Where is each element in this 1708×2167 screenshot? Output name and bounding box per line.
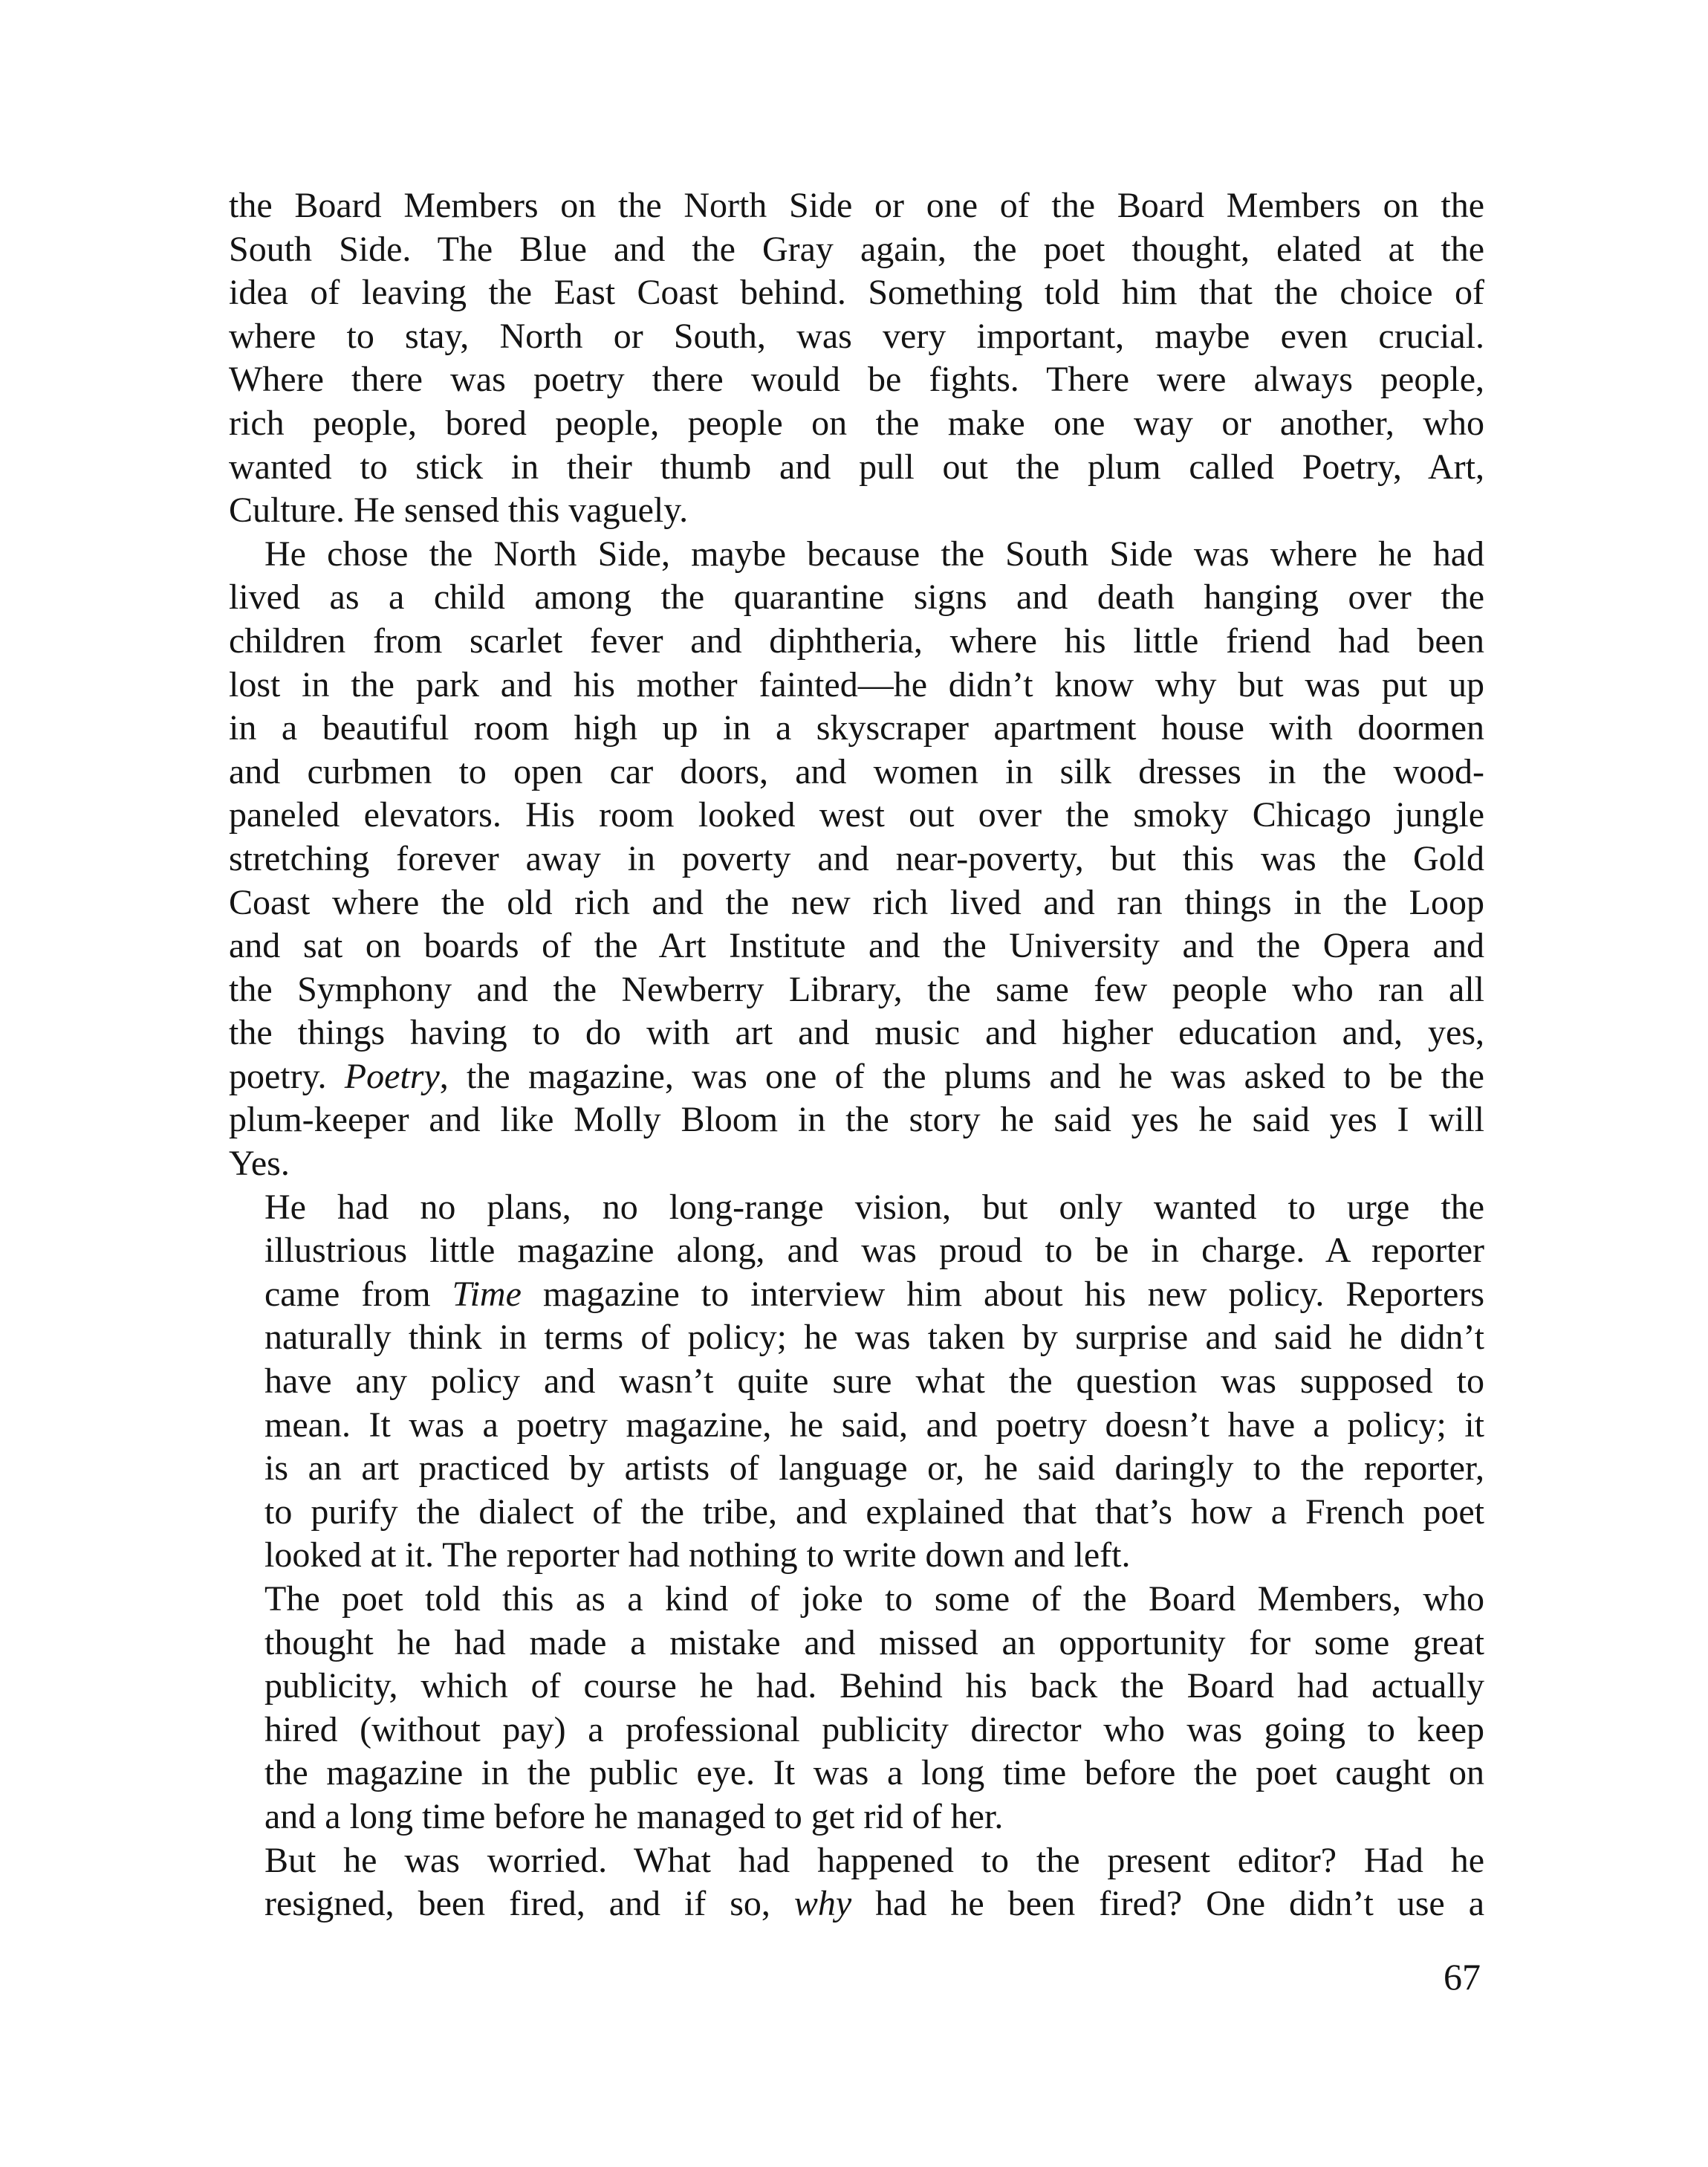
text-line: [229, 1404, 1484, 1448]
text-line: [229, 402, 1484, 446]
text-segment: idea of leaving the East Coast behind. Something told him that the choice of: [229, 273, 1484, 313]
text-line: [229, 446, 1484, 490]
text-segment: the things having to do with art and music and higher education and, yes,: [229, 1013, 1484, 1053]
text-segment: Coast where the old rich and the new rich lived and ran things in the Loop: [229, 882, 1484, 922]
text-line: [229, 184, 1484, 228]
italic-text: Poetry: [344, 1056, 440, 1096]
text-line: [229, 838, 1484, 881]
text-line: [229, 924, 1484, 968]
text-segment: naturally think in terms of policy; he was taken by surprise and said he didn’t: [264, 1318, 1484, 1358]
text-line: [229, 1882, 1484, 1926]
text-line: [229, 1839, 1484, 1883]
text-segment: have any policy and wasn’t quite sure what the question was supposed to: [264, 1361, 1484, 1402]
text-segment: Where there was poetry there would be fights. There were always people,: [229, 360, 1484, 400]
text-segment: stretching forever away in poverty and near-poverty, but this was the Gold: [229, 838, 1484, 878]
text-segment: had he been fired? One didn’t use a: [851, 1884, 1484, 1924]
text-segment: resigned, been fired, and if so,: [264, 1884, 794, 1924]
text-line: [229, 1708, 1484, 1752]
text-line: [229, 968, 1484, 1012]
text-segment: is an art practiced by artists of language or, he said daringly to the reporter,: [264, 1448, 1484, 1489]
text-segment: and a long time before he managed to get rid of her.: [264, 1796, 1004, 1836]
body-text: [229, 184, 1484, 1926]
text-segment: and sat on boards of the Art Institute and the University and the Opera and: [229, 926, 1484, 966]
page-number: 67: [1444, 1956, 1481, 1998]
text-line: [229, 794, 1484, 838]
text-segment: , the magazine, was one of the plums and he was asked to be the: [439, 1056, 1484, 1096]
text-line: [229, 358, 1484, 402]
text-segment: paneled elevators. His room looked west out over the smoky Chicago jungle: [229, 795, 1484, 835]
text-line: [229, 1316, 1484, 1360]
italic-text: Time: [452, 1274, 522, 1314]
text-line: [229, 315, 1484, 359]
text-segment: South Side. The Blue and the Gray again, the poet thought, elated at the: [229, 229, 1484, 269]
text-line: [229, 1795, 1484, 1839]
text-segment: in a beautiful room high up in a skyscraper apartment house with doormen: [229, 708, 1484, 748]
text-line: [229, 533, 1484, 577]
text-line: [229, 1752, 1484, 1795]
text-segment: plum-keeper and like Molly Bloom in the story he said yes he said yes I will: [229, 1100, 1484, 1140]
text-line: [229, 751, 1484, 794]
text-segment: But he was worried. What had happened to the present editor? Had he: [264, 1840, 1484, 1880]
text-line: [229, 881, 1484, 925]
text-segment: He had no plans, no long-range vision, but only wanted to urge the: [264, 1187, 1484, 1227]
text-segment: rich people, bored people, people on the make one way or another, who: [229, 403, 1484, 443]
text-segment: Culture. He sensed this vaguely.: [229, 490, 689, 531]
text-segment: the Symphony and the Newberry Library, the same few people who ran all: [229, 969, 1484, 1009]
text-line: [229, 1491, 1484, 1535]
text-segment: He chose the North Side, maybe because the South Side was where he had: [264, 534, 1484, 574]
text-line: [229, 1447, 1484, 1491]
text-segment: to purify the dialect of the tribe, and explained that that’s how a French poet: [264, 1491, 1484, 1532]
text-line: [229, 1142, 1484, 1186]
text-segment: where to stay, North or South, was very important, maybe even crucial.: [229, 316, 1484, 356]
text-segment: mean. It was a poetry magazine, he said, and poetry doesn’t have a policy; it: [264, 1405, 1484, 1445]
text-segment: the Board Members on the North Side or one of the Board Members on the: [229, 186, 1484, 225]
text-segment: wanted to stick in their thumb and pull out the plum called Poetry, Art,: [229, 447, 1484, 487]
text-line: [229, 1360, 1484, 1404]
italic-text: why: [793, 1884, 852, 1924]
text-line: [229, 1055, 1484, 1099]
text-line: [229, 271, 1484, 315]
text-segment: and curbmen to open car doors, and women in silk dresses in the wood-: [229, 751, 1484, 791]
text-segment: came from: [264, 1274, 452, 1314]
text-line: [229, 664, 1484, 707]
text-segment: The poet told this as a kind of joke to some of the Board Members, who: [264, 1579, 1484, 1619]
text-segment: publicity, which of course he had. Behind his back the Board had actually: [264, 1666, 1484, 1706]
text-line: [229, 1578, 1484, 1622]
text-segment: the magazine in the public eye. It was a long time before the poet caught on: [264, 1753, 1484, 1793]
text-line: [229, 1534, 1484, 1578]
text-line: [229, 489, 1484, 533]
text-line: [229, 1229, 1484, 1273]
text-segment: children from scarlet fever and diphtheria, where his little friend had been: [229, 621, 1484, 661]
text-line: [229, 228, 1484, 272]
text-line: [229, 1273, 1484, 1317]
text-line: [229, 1186, 1484, 1230]
text-line: [229, 1098, 1484, 1142]
text-segment: hired (without pay) a professional publicity director who was going to keep: [264, 1709, 1484, 1749]
text-line: [229, 1665, 1484, 1708]
text-segment: lost in the park and his mother fainted—he didn’t know why but was put up: [229, 664, 1484, 704]
text-line: [229, 1011, 1484, 1055]
text-segment: Yes.: [229, 1144, 290, 1184]
text-segment: lived as a child among the quarantine signs and death hanging over the: [229, 577, 1484, 618]
text-line: [229, 620, 1484, 664]
text-line: [229, 1622, 1484, 1665]
text-line: [229, 707, 1484, 751]
text-segment: poetry.: [229, 1056, 345, 1096]
text-segment: illustrious little magazine along, and was proud to be in charge. A reporter: [264, 1231, 1484, 1271]
text-segment: looked at it. The reporter had nothing to write down and left.: [264, 1535, 1131, 1575]
text-segment: thought he had made a mistake and missed an opportunity for some great: [264, 1622, 1484, 1662]
text-line: [229, 576, 1484, 620]
text-segment: magazine to interview him about his new policy. Reporters: [521, 1274, 1484, 1314]
